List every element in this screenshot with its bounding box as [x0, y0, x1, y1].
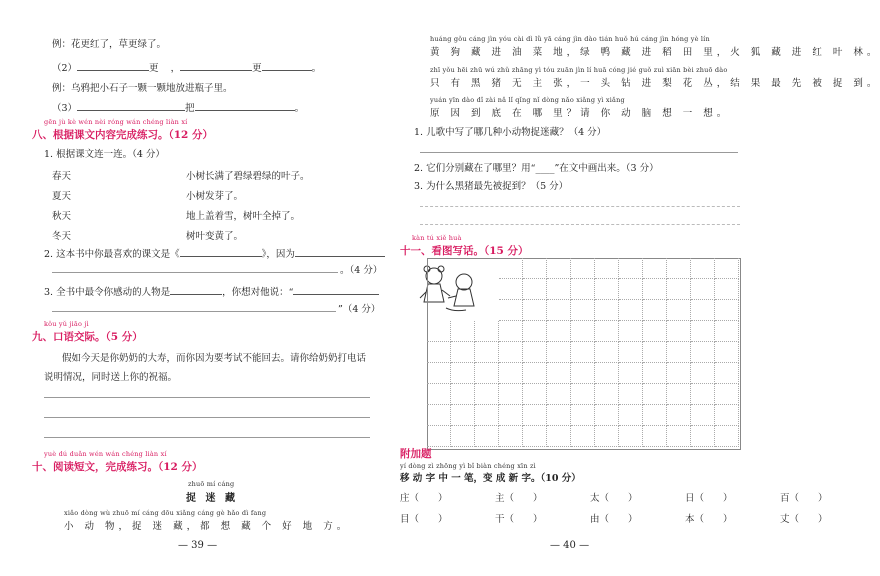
grid-cell[interactable]	[619, 363, 643, 384]
grid-cell[interactable]	[523, 342, 547, 363]
grid-cell[interactable]	[667, 321, 691, 342]
grid-cell[interactable]	[691, 426, 715, 447]
story-line-1-pinyin: xiǎo dòng wù zhuō mí cáng dōu xiǎng cáng gè hǎo dì fang	[64, 509, 267, 517]
example-2: 例：乌鸦把小石子一颗一颗地放进瓶子里。	[52, 83, 233, 94]
grid-cell[interactable]	[523, 258, 547, 279]
grid-cell[interactable]	[715, 300, 739, 321]
grid-cell[interactable]	[715, 258, 739, 279]
char-item[interactable]: 目（ ）	[400, 514, 448, 525]
char-item[interactable]: 百（ ）	[780, 493, 828, 504]
period: 。	[294, 103, 305, 114]
grid-cell[interactable]	[523, 405, 547, 426]
grid-cell[interactable]	[595, 321, 619, 342]
grid-cell[interactable]	[547, 300, 571, 321]
blank[interactable]	[195, 101, 295, 111]
grid-cell[interactable]	[667, 405, 691, 426]
blank[interactable]	[180, 61, 252, 71]
story-title-pinyin: zhuō mí cáng	[188, 480, 235, 488]
grid-cell[interactable]	[619, 279, 643, 300]
q8-2-score: 。（4 分）	[340, 265, 383, 276]
grid-cell[interactable]	[547, 321, 571, 342]
reading-q2: 2. 它们分别藏在了哪里？用“____”在文中画出来。（3 分）	[414, 163, 659, 174]
char-item[interactable]: 本（ ）	[685, 514, 733, 525]
grid-cell[interactable]	[643, 342, 667, 363]
grid-cell[interactable]	[715, 342, 739, 363]
grid-cell[interactable]	[547, 405, 571, 426]
grid-cell[interactable]	[523, 426, 547, 447]
grid-cell[interactable]	[427, 405, 451, 426]
bonus-title: 附加题	[400, 448, 432, 460]
char-item[interactable]: 主（ ）	[495, 493, 543, 504]
grid-cell[interactable]	[451, 405, 475, 426]
grid-cell[interactable]	[451, 426, 475, 447]
grid-cell[interactable]	[571, 342, 595, 363]
grid-cell[interactable]	[667, 258, 691, 279]
grid-cell[interactable]	[475, 321, 499, 342]
season-autumn: 秋天	[52, 211, 72, 222]
section-9-paragraph-2: 说明情况，同时送上你的祝福。	[44, 372, 178, 383]
char-item[interactable]: 由（ ）	[590, 514, 638, 525]
grid-cell[interactable]	[595, 363, 619, 384]
story-line-3-pinyin: zhī yǒu hēi zhū wú zhǔ zhāng yì tóu zuān jìn lí huā cóng jié guǒ zuì xiān bèi zhuō dào	[430, 66, 728, 74]
grid-cell[interactable]	[643, 258, 667, 279]
grid-cell[interactable]	[523, 384, 547, 405]
q3-word: 把	[185, 103, 195, 114]
grid-cell[interactable]	[547, 384, 571, 405]
answer-line[interactable]	[44, 417, 370, 418]
right-page	[400, 0, 880, 576]
grid-cell[interactable]	[595, 384, 619, 405]
q8-3-score: ”（4 分）	[338, 304, 381, 315]
q8-3-part-a: 3. 全书中最令你感动的人物是	[44, 287, 171, 298]
q8-3-text	[44, 284, 379, 298]
page-number-right: — 40 —	[550, 540, 590, 551]
grid-cell[interactable]	[595, 300, 619, 321]
grid-cell[interactable]	[499, 342, 523, 363]
grid-cell[interactable]	[475, 405, 499, 426]
season-spring: 春天	[52, 171, 72, 182]
grid-cell[interactable]	[619, 300, 643, 321]
answer-line[interactable]	[420, 206, 740, 207]
answer-line[interactable]	[420, 224, 740, 225]
grid-cell[interactable]	[595, 342, 619, 363]
description-4: 树叶变黄了。	[186, 231, 244, 242]
grid-cell[interactable]	[595, 258, 619, 279]
grid-cell[interactable]	[715, 279, 739, 300]
season-summer: 夏天	[52, 191, 72, 202]
grid-cell[interactable]	[715, 321, 739, 342]
grid-cell[interactable]	[715, 363, 739, 384]
grid-cell[interactable]	[475, 426, 499, 447]
answer-line[interactable]	[44, 437, 370, 438]
grid-cell[interactable]	[451, 321, 475, 342]
story-line-3: 只 有 黑 猪 无 主 张，一 头 钻 进 梨 花 丛，结 果 最 先 被 捉 到。	[430, 78, 880, 89]
grid-cell[interactable]	[619, 405, 643, 426]
grid-cell[interactable]	[427, 342, 451, 363]
grid-cell[interactable]	[499, 300, 523, 321]
grid-cell[interactable]	[691, 321, 715, 342]
story-line-2: 黄 狗 藏 进 油 菜 地，绿 鸭 藏 进 稻 田 里，火 狐 藏 进 红 叶 林。	[430, 47, 880, 58]
char-item[interactable]: 日（ ）	[685, 493, 733, 504]
grid-cell[interactable]	[595, 405, 619, 426]
reading-q3: 3. 为什么黑猪最先被捉到？（5 分）	[414, 181, 569, 192]
grid-cell[interactable]	[547, 426, 571, 447]
blank[interactable]	[262, 61, 312, 71]
reading-q1: 1. 儿歌中写了哪几种小动物捉迷藏？（4 分）	[414, 127, 607, 138]
grid-cell[interactable]	[475, 363, 499, 384]
grid-cell[interactable]	[667, 363, 691, 384]
grid-cell[interactable]	[499, 426, 523, 447]
grid-cell[interactable]	[427, 363, 451, 384]
q2-word-1: 更	[149, 63, 159, 74]
story-line-4-pinyin: yuán yīn dào dǐ zài nǎ lǐ qǐng nǐ dòng nǎo xiǎng yì xiǎng	[430, 96, 625, 104]
grid-cell[interactable]	[667, 384, 691, 405]
story-line-2-pinyin: huáng gǒu cáng jìn yóu cài dì lǜ yā cáng jìn dào tián huǒ hú cáng jìn hóng yè lín	[430, 35, 710, 43]
grid-cell[interactable]	[643, 384, 667, 405]
grid-cell[interactable]	[571, 321, 595, 342]
grid-cell[interactable]	[667, 342, 691, 363]
question-3-fill	[52, 100, 304, 114]
description-3: 地上盖着雪，树叶全掉了。	[186, 211, 301, 222]
grid-cell[interactable]	[619, 384, 643, 405]
char-item[interactable]: 太（ ）	[590, 493, 638, 504]
q8-2-part-b: 》，因为	[261, 249, 295, 260]
question-2-fill	[52, 60, 321, 74]
q2-number: （2）	[52, 63, 78, 74]
grid-cell[interactable]	[475, 342, 499, 363]
period: 。	[311, 63, 322, 74]
answer-line[interactable]	[44, 397, 370, 398]
q3-number: （3）	[52, 103, 78, 114]
season-winter: 冬天	[52, 231, 72, 242]
section-8-title: 八、根据课文内容完成练习。（12 分）	[32, 129, 214, 141]
grid-cell[interactable]	[691, 384, 715, 405]
grid-cell[interactable]	[715, 426, 739, 447]
bonus-question: 移 动 字 中 一 笔，变 成 新 字。（10 分）	[400, 473, 581, 484]
char-item[interactable]: 庄（ ）	[400, 493, 448, 504]
answer-line[interactable]	[52, 272, 338, 273]
grid-cell[interactable]	[451, 363, 475, 384]
char-row-1	[400, 490, 828, 504]
grid-cell[interactable]	[499, 279, 523, 300]
description-1: 小树长满了碧绿碧绿的叶子。	[186, 171, 310, 182]
grid-cell[interactable]	[571, 384, 595, 405]
q8-2-text	[44, 246, 385, 260]
grid-cell[interactable]	[619, 321, 643, 342]
grid-cell[interactable]	[427, 426, 451, 447]
story-line-1: 小 动 物，捉 迷 藏，都 想 藏 个 好 地 方。	[64, 521, 351, 532]
grid-cell[interactable]	[571, 363, 595, 384]
section-9-paragraph-1: 假如今天是你奶奶的大寿，而你因为要考试不能回去。请你给奶奶打电话	[62, 353, 367, 364]
grid-cell[interactable]	[427, 321, 451, 342]
q8-3-part-b: ，你想对他说：“	[222, 287, 294, 298]
grid-cell[interactable]	[523, 300, 547, 321]
q8-2-part-a: 2. 这本书中你最喜欢的课文是《	[44, 249, 180, 260]
grid-cell[interactable]	[571, 279, 595, 300]
grid-cell[interactable]	[571, 258, 595, 279]
blank[interactable]	[77, 61, 149, 71]
grid-cell[interactable]	[547, 363, 571, 384]
grid-cell[interactable]	[571, 405, 595, 426]
section-8-pinyin: gēn jù kè wén nèi róng wán chéng liàn xí	[44, 118, 188, 126]
grid-cell[interactable]	[691, 300, 715, 321]
grid-cell[interactable]	[691, 405, 715, 426]
grid-cell[interactable]	[619, 258, 643, 279]
grid-cell[interactable]	[643, 405, 667, 426]
section-9-title: 九、口语交际。（5 分）	[32, 331, 143, 343]
grid-cell[interactable]	[547, 342, 571, 363]
section-11-title: 十一、看图写话。（15 分）	[400, 245, 529, 257]
grid-cell[interactable]	[475, 384, 499, 405]
blank[interactable]	[295, 247, 385, 257]
section-10-title: 十、阅读短文，完成练习。（12 分）	[32, 461, 203, 473]
grid-cell[interactable]	[571, 300, 595, 321]
char-item[interactable]: 干（ ）	[495, 514, 543, 525]
description-2: 小树发芽了。	[186, 191, 244, 202]
blank[interactable]	[180, 247, 262, 257]
grid-cell[interactable]	[643, 321, 667, 342]
grid-cell[interactable]	[643, 363, 667, 384]
section-11-pinyin: kàn tú xiě huà	[412, 234, 462, 242]
grid-cell[interactable]	[667, 300, 691, 321]
answer-line[interactable]	[52, 311, 336, 312]
page-number-left: — 39 —	[178, 540, 218, 551]
grid-cell[interactable]	[691, 363, 715, 384]
comma: ，	[170, 63, 181, 74]
grid-cell[interactable]	[451, 342, 475, 363]
grid-cell[interactable]	[499, 363, 523, 384]
grid-cell[interactable]	[499, 321, 523, 342]
grid-cell[interactable]	[547, 279, 571, 300]
grid-cell[interactable]	[427, 384, 451, 405]
story-line-4: 原 因 到 底 在 哪 里？请 你 动 脑 想 一 想。	[430, 108, 731, 119]
grid-cell[interactable]	[523, 321, 547, 342]
char-item[interactable]: 丈（ ）	[780, 514, 828, 525]
grid-cell[interactable]	[499, 384, 523, 405]
section-10-pinyin: yuè dú duǎn wén wán chéng liàn xí	[44, 450, 167, 458]
grid-cell[interactable]	[667, 426, 691, 447]
grid-cell[interactable]	[619, 426, 643, 447]
grid-cell[interactable]	[547, 258, 571, 279]
grid-cell[interactable]	[619, 342, 643, 363]
grid-cell[interactable]	[595, 426, 619, 447]
q8-1-text: 1. 根据课文连一连。（4 分）	[44, 149, 165, 160]
char-row-2	[400, 511, 828, 525]
blank[interactable]	[77, 101, 185, 111]
grid-cell[interactable]	[691, 342, 715, 363]
answer-line[interactable]	[420, 152, 738, 153]
grid-cell[interactable]	[499, 258, 523, 279]
grid-cell[interactable]	[691, 279, 715, 300]
grid-cell[interactable]	[715, 384, 739, 405]
grid-cell[interactable]	[571, 426, 595, 447]
grid-cell[interactable]	[523, 363, 547, 384]
grid-cell[interactable]	[499, 405, 523, 426]
grid-cell[interactable]	[715, 405, 739, 426]
blank[interactable]	[293, 285, 379, 295]
grid-cell[interactable]	[667, 279, 691, 300]
q2-word-2: 更	[252, 63, 262, 74]
grid-cell[interactable]	[643, 279, 667, 300]
grid-cell[interactable]	[643, 300, 667, 321]
section-9-pinyin: kǒu yǔ jiāo jì	[44, 320, 89, 328]
grid-cell[interactable]	[691, 258, 715, 279]
grid-cell[interactable]	[523, 279, 547, 300]
grid-cell[interactable]	[643, 426, 667, 447]
bonus-pinyin: yí dòng zì zhōng yì bǐ biàn chéng xīn zì	[400, 462, 536, 470]
grid-cell[interactable]	[451, 384, 475, 405]
blank[interactable]	[170, 285, 222, 295]
example-1: 例：花更红了，草更绿了。	[52, 39, 167, 50]
left-page	[0, 0, 400, 576]
grid-cell[interactable]	[595, 279, 619, 300]
story-title: 捉 迷 藏	[186, 493, 238, 504]
